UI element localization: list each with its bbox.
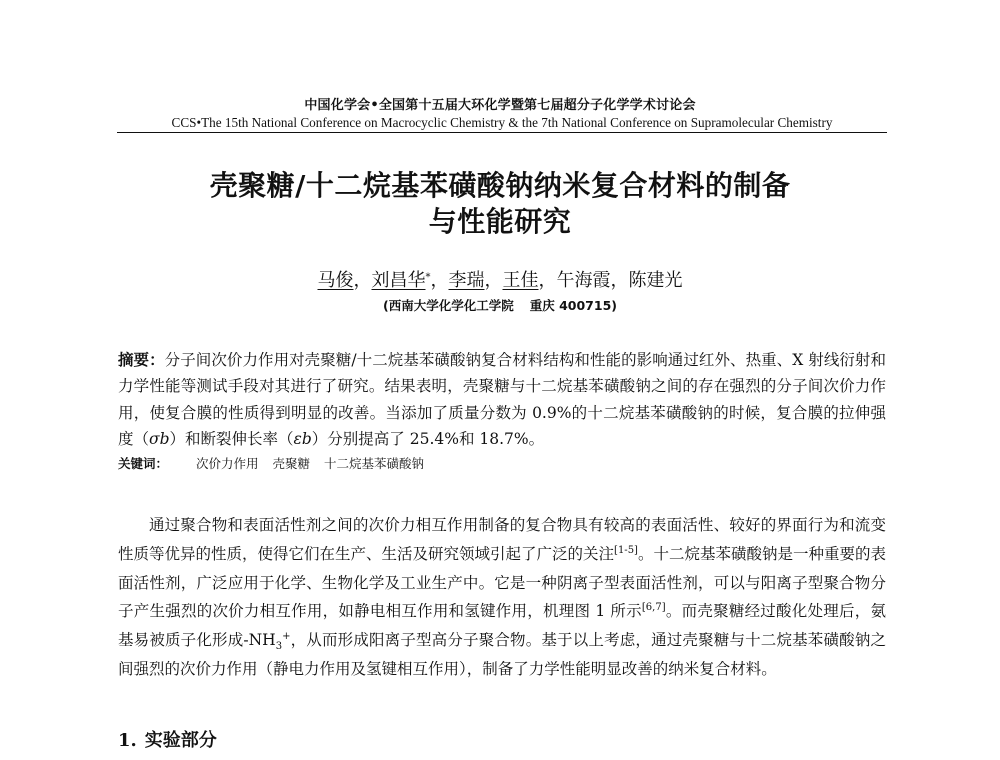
citation[interactable]: [6,7] bbox=[641, 602, 666, 614]
author-name: 刘昌华 bbox=[371, 270, 426, 291]
keyword: 壳聚糖 bbox=[272, 456, 311, 471]
elongation-symbol: εb bbox=[293, 429, 312, 448]
author-name: 王佳 bbox=[502, 270, 539, 291]
author-name: 午海霞 bbox=[556, 270, 611, 291]
conference-header-en: CCS•The 15th National Conference on Macrocyclic Chemistry & the 7th National Conference on Supramolecular Chemistry bbox=[117, 115, 887, 133]
corresponding-author-mark: * bbox=[425, 272, 431, 283]
author-name: 李瑞 bbox=[448, 270, 485, 291]
author-separator: ， bbox=[430, 270, 449, 291]
conference-header-cn: 中国化学会•全国第十五届大环化学暨第七届超分子化学学术讨论会 bbox=[304, 98, 696, 113]
section-title: 实验部分 bbox=[144, 730, 217, 751]
affiliation-name: (西南大学化学化工学院 bbox=[383, 298, 514, 313]
author-separator: ， bbox=[610, 270, 629, 291]
formula-subscript: 3 bbox=[275, 641, 283, 653]
section-number: 1. bbox=[118, 730, 137, 751]
keywords-label: 关键词： bbox=[118, 456, 169, 471]
author-name: 陈建光 bbox=[628, 270, 683, 291]
affiliation bbox=[0, 296, 1000, 314]
paragraph-text: 通过聚合物和表面活性剂之间的次价力相互作用制备的复合物具有较高的表面活性、较好的界面行为和流变性质等优异的性质，使得它们在生产、生活及研究领域引起了广泛的关注 bbox=[118, 516, 886, 563]
paper-title-line2: 与性能研究 bbox=[428, 205, 572, 238]
abstract-text: ）分别提高了 25.4%和 18.7%。 bbox=[311, 429, 545, 448]
author-separator: ， bbox=[538, 270, 557, 291]
abstract-text: 分子间次价力作用对壳聚糖/十二烷基苯磺酸钠复合材料结构和性能的影响通过红外、热重、X 射线衍射和力学性能等测试手段对其进行了研究。结果表明，壳聚糖与十二烷基苯磺酸钠之间的存在强烈的分子间次价力作用，使复合膜的性质得到明显的改善。当添加了质量分数为 0.9%的十二烷基苯磺酸钠的时候，复合膜的拉伸强度（ bbox=[118, 351, 886, 448]
keyword: 次价力作用 bbox=[196, 456, 259, 471]
affiliation-postcode: 重庆 400715) bbox=[529, 298, 617, 313]
keyword: 十二烷基苯磺酸钠 bbox=[324, 456, 425, 471]
abstract-text: ）和断裂伸长率（ bbox=[169, 429, 294, 448]
author-list bbox=[0, 266, 1000, 292]
paragraph-text: ，从而形成阳离子型高分子聚合物。基于以上考虑，通过壳聚糖与十二烷基苯磺酸钠之间强烈的次价力作用（静电力作用及氢键相互作用），制备了力学性能明显改善的纳米复合材料。 bbox=[118, 631, 886, 678]
abstract bbox=[118, 347, 886, 452]
author-name: 马俊 bbox=[317, 270, 354, 291]
paragraph-text: 。十二烷基苯磺酸钠是一种重要的表面活性剂，广泛应用于化学、生物化学及工业生产中。它是一种阴离子型表面活性剂，可以与阳离子型聚合物分子产生强烈的次价力相互作用，如静电相互作用和氢键作用，机理图 1 所示 bbox=[118, 544, 886, 621]
author-separator: ， bbox=[484, 270, 503, 291]
paper-title-line1: 壳聚糖/十二烷基苯磺酸钠纳米复合材料的制备 bbox=[209, 169, 791, 202]
keywords bbox=[118, 454, 886, 472]
formula-superscript: + bbox=[282, 631, 291, 643]
citation[interactable]: [1-5] bbox=[614, 544, 638, 556]
abstract-label: 摘要： bbox=[118, 351, 165, 369]
tensile-strength-symbol: σb bbox=[149, 429, 170, 448]
intro-paragraph bbox=[118, 511, 886, 684]
paragraph-text: 。而壳聚糖经过酸化处理后，氨基易被质子化形成-NH bbox=[118, 602, 886, 650]
author-separator: ， bbox=[353, 270, 372, 291]
section-heading bbox=[118, 726, 217, 752]
